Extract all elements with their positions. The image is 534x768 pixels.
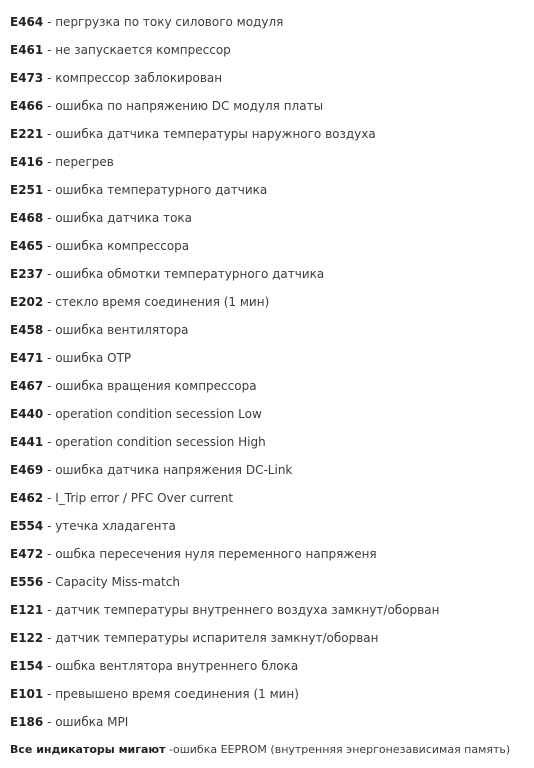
- error-description: - стекло время соединения (1 мин): [43, 295, 270, 309]
- list-item: [10, 432, 266, 452]
- error-description: - не запускается компрессор: [43, 43, 231, 57]
- list-item: [10, 320, 188, 340]
- list-item: [10, 572, 180, 592]
- error-description: - ошибка датчика тока: [43, 211, 193, 225]
- error-description: - утечка хладагента: [43, 519, 176, 533]
- list-item: [10, 740, 510, 760]
- error-code: E458: [10, 323, 44, 337]
- error-description: - ошибка OTP: [43, 351, 132, 365]
- error-description: - ошибка вращения компрессора: [43, 379, 257, 393]
- error-description: - ошибка датчика напряжения DC-Link: [43, 463, 293, 477]
- error-description: - ошибка MPI: [43, 715, 129, 729]
- list-item: [10, 516, 176, 536]
- list-item: [10, 376, 257, 396]
- error-description: - ошибка по напряжению DC модуля платы: [43, 99, 324, 113]
- error-code: E122: [10, 631, 44, 645]
- error-code: E556: [10, 575, 44, 589]
- error-description: - перегрев: [43, 155, 114, 169]
- error-code: E101: [10, 687, 44, 701]
- error-code: E186: [10, 715, 44, 729]
- error-description: - датчик температуры внутреннего воздуха замкнут/оборван: [43, 603, 440, 617]
- error-code: E121: [10, 603, 44, 617]
- error-code: E467: [10, 379, 44, 393]
- error-description: -ошибка EEPROM (внутренняя энергонезависимая память): [165, 743, 511, 756]
- error-description: - I_Trip error / PFC Over current: [43, 491, 234, 505]
- error-code: E466: [10, 99, 44, 113]
- error-code: E440: [10, 407, 44, 421]
- list-item: [10, 348, 131, 368]
- error-description: - компрессор заблокирован: [43, 71, 223, 85]
- list-item: [10, 180, 267, 200]
- error-code: E221: [10, 127, 44, 141]
- error-description: - пергрузка по току силового модуля: [43, 15, 284, 29]
- error-description: - ошибка температурного датчика: [43, 183, 268, 197]
- error-code: E202: [10, 295, 44, 309]
- error-code: E462: [10, 491, 44, 505]
- error-description: - ошибка вентилятора: [43, 323, 189, 337]
- error-description: - превышено время соединения (1 мин): [43, 687, 299, 701]
- list-item: [10, 488, 233, 508]
- error-code: E472: [10, 547, 44, 561]
- error-code: E251: [10, 183, 44, 197]
- error-description: - operation condition secession Low: [43, 407, 262, 421]
- list-item: [10, 12, 283, 32]
- list-item: [10, 460, 292, 480]
- list-item: [10, 236, 189, 256]
- list-item: [10, 264, 324, 284]
- list-item: [10, 96, 323, 116]
- list-item: [10, 628, 379, 648]
- error-description: - Capacity Miss-match: [43, 575, 180, 589]
- list-item: [10, 404, 262, 424]
- error-code: E237: [10, 267, 44, 281]
- error-description: - ошибка компрессора: [43, 239, 190, 253]
- list-item: [10, 600, 439, 620]
- error-code: Все индикаторы мигают: [10, 743, 166, 756]
- error-code: E468: [10, 211, 44, 225]
- list-item: [10, 292, 269, 312]
- list-item: [10, 712, 128, 732]
- list-item: [10, 208, 192, 228]
- error-description: - ошбка пересечения нуля переменного напряженя: [43, 547, 377, 561]
- error-description: - ошибка датчика температуры наружного воздуха: [43, 127, 376, 141]
- list-item: [10, 40, 231, 60]
- error-description: - ошибка обмотки температурного датчика: [43, 267, 325, 281]
- error-description: - ошбка вентлятора внутреннего блока: [43, 659, 299, 673]
- list-item: [10, 684, 299, 704]
- error-description: - датчик температуры испарителя замкнут/оборван: [43, 631, 379, 645]
- list-item: [10, 124, 376, 144]
- list-item: [10, 68, 222, 88]
- error-code: E441: [10, 435, 44, 449]
- error-code: E471: [10, 351, 44, 365]
- list-item: [10, 152, 114, 172]
- error-code: E416: [10, 155, 44, 169]
- error-code: E554: [10, 519, 44, 533]
- error-code: E464: [10, 15, 44, 29]
- error-code: E465: [10, 239, 44, 253]
- error-description: - operation condition secession High: [43, 435, 266, 449]
- error-code: E469: [10, 463, 44, 477]
- error-code: E461: [10, 43, 44, 57]
- list-item: [10, 656, 298, 676]
- error-code: E473: [10, 71, 44, 85]
- error-code: E154: [10, 659, 44, 673]
- list-item: [10, 544, 377, 564]
